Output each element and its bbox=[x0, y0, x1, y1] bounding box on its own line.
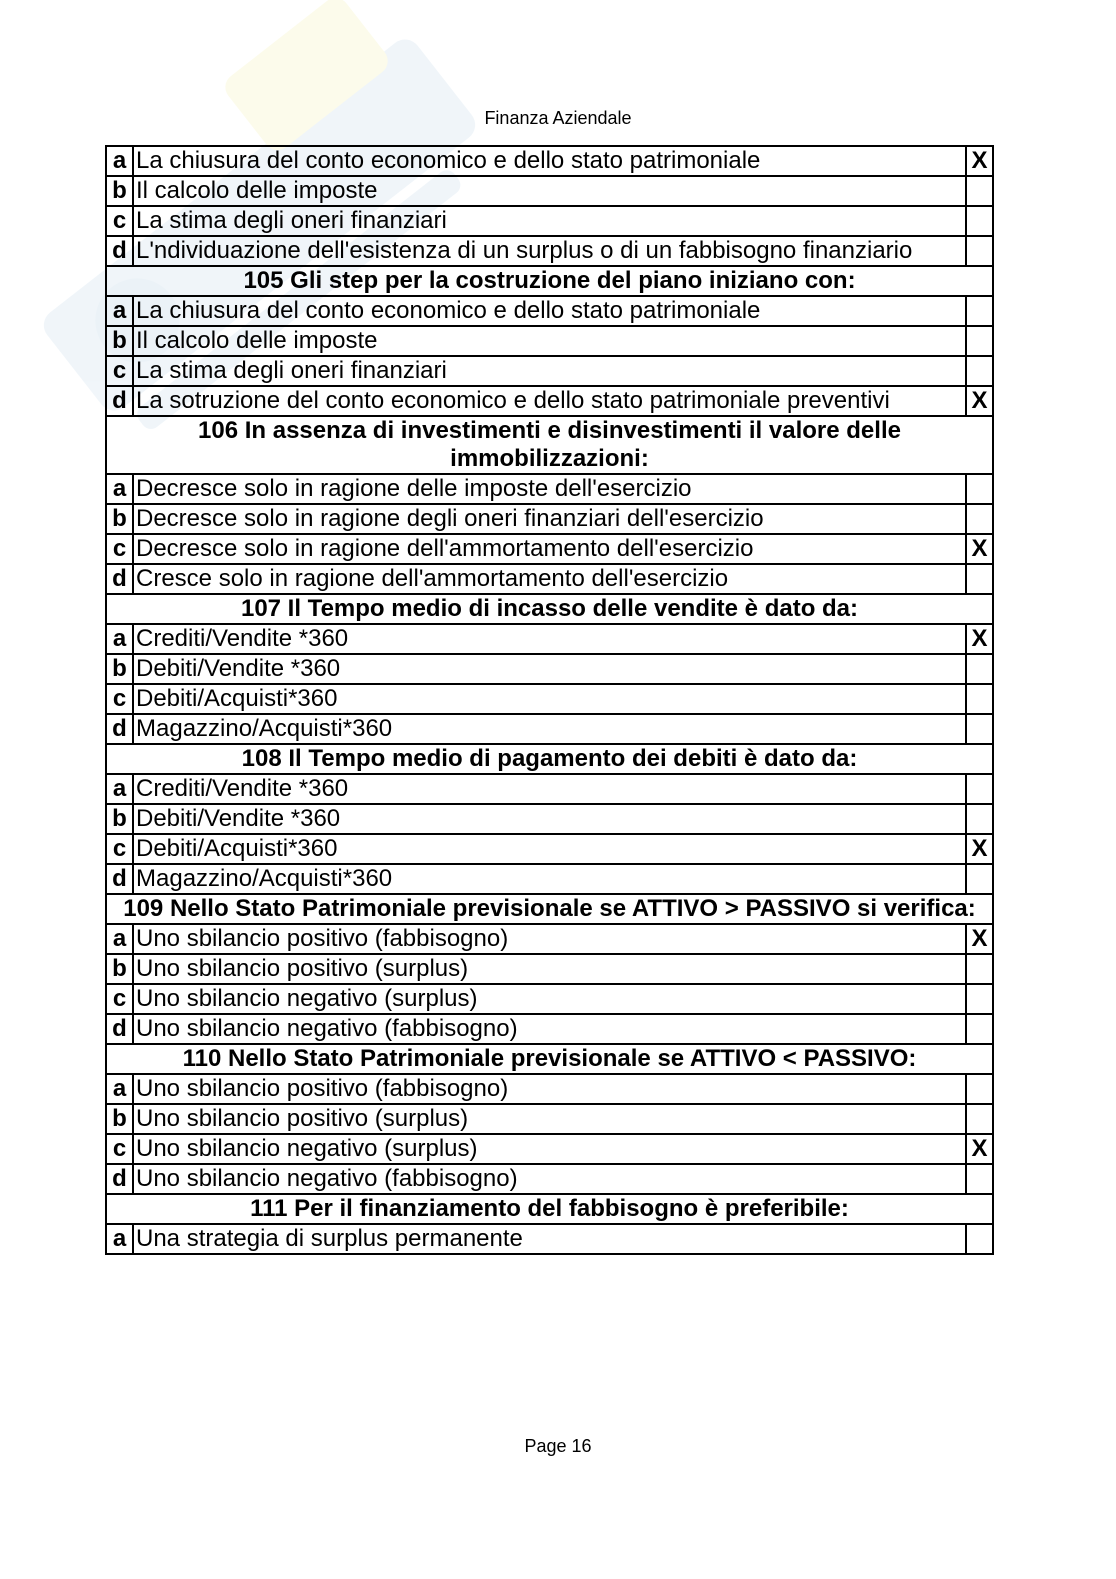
answer-row bbox=[106, 1134, 993, 1164]
answer-row bbox=[106, 954, 993, 984]
answer-text: Decresce solo in ragione dell'ammortamento dell'esercizio bbox=[133, 534, 966, 564]
answer-row bbox=[106, 804, 993, 834]
answer-mark bbox=[966, 176, 993, 206]
answer-row bbox=[106, 296, 993, 326]
answer-text: Uno sbilancio negativo (surplus) bbox=[133, 984, 966, 1014]
question-text: 109 Nello Stato Patrimoniale previsionale se ATTIVO > PASSIVO si verifica: bbox=[106, 894, 993, 924]
answer-letter: c bbox=[106, 684, 133, 714]
answer-text: Uno sbilancio positivo (surplus) bbox=[133, 954, 966, 984]
answer-row bbox=[106, 1014, 993, 1044]
answer-mark: X bbox=[966, 924, 993, 954]
answer-text: L'ndividuazione dell'esistenza di un surplus o di un fabbisogno finanziario bbox=[133, 236, 966, 266]
answer-mark: X bbox=[966, 386, 993, 416]
answer-text: La stima degli oneri finanziari bbox=[133, 206, 966, 236]
answer-mark bbox=[966, 774, 993, 804]
page-number: Page 16 bbox=[524, 1436, 592, 1456]
answer-mark bbox=[966, 684, 993, 714]
answer-text: Decresce solo in ragione degli oneri finanziari dell'esercizio bbox=[133, 504, 966, 534]
answer-row bbox=[106, 1074, 993, 1104]
answer-mark bbox=[966, 564, 993, 594]
answer-row bbox=[106, 564, 993, 594]
answer-mark bbox=[966, 236, 993, 266]
answer-letter: d bbox=[106, 1164, 133, 1194]
question-text: 105 Gli step per la costruzione del piano iniziano con: bbox=[106, 266, 993, 296]
answer-row bbox=[106, 146, 993, 176]
answer-mark bbox=[966, 474, 993, 504]
answer-row bbox=[106, 474, 993, 504]
answer-text: La stima degli oneri finanziari bbox=[133, 356, 966, 386]
answer-row bbox=[106, 624, 993, 654]
answer-row bbox=[106, 386, 993, 416]
answer-text: Decresce solo in ragione delle imposte dell'esercizio bbox=[133, 474, 966, 504]
question-text: 111 Per il finanziamento del fabbisogno è preferibile: bbox=[106, 1194, 993, 1224]
answer-row bbox=[106, 684, 993, 714]
answer-mark bbox=[966, 206, 993, 236]
answer-mark bbox=[966, 1164, 993, 1194]
answer-letter: b bbox=[106, 176, 133, 206]
answer-letter: a bbox=[106, 474, 133, 504]
answer-mark bbox=[966, 296, 993, 326]
answer-mark bbox=[966, 1104, 993, 1134]
question-row bbox=[106, 894, 993, 924]
answer-row bbox=[106, 326, 993, 356]
answer-mark bbox=[966, 804, 993, 834]
answer-row bbox=[106, 356, 993, 386]
answer-text: La chiusura del conto economico e dello stato patrimoniale bbox=[133, 296, 966, 326]
answer-text: Magazzino/Acquisti*360 bbox=[133, 864, 966, 894]
answer-mark bbox=[966, 864, 993, 894]
answer-text: La sotruzione del conto economico e dello stato patrimoniale preventivi bbox=[133, 386, 966, 416]
answer-row bbox=[106, 176, 993, 206]
answer-mark bbox=[966, 1014, 993, 1044]
answer-letter: c bbox=[106, 834, 133, 864]
question-row bbox=[106, 266, 993, 296]
answer-row bbox=[106, 1224, 993, 1254]
answer-letter: d bbox=[106, 386, 133, 416]
answer-letter: c bbox=[106, 356, 133, 386]
answer-row bbox=[106, 236, 993, 266]
answer-text: Uno sbilancio negativo (surplus) bbox=[133, 1134, 966, 1164]
answer-text: Debiti/Acquisti*360 bbox=[133, 684, 966, 714]
answer-mark bbox=[966, 1224, 993, 1254]
answer-row bbox=[106, 714, 993, 744]
answer-text: Crediti/Vendite *360 bbox=[133, 774, 966, 804]
question-text: 106 In assenza di investimenti e disinvestimenti il valore delle immobilizzazioni: bbox=[106, 416, 993, 474]
answer-mark: X bbox=[966, 834, 993, 864]
question-row bbox=[106, 744, 993, 774]
question-row bbox=[106, 1044, 993, 1074]
answer-text: Uno sbilancio negativo (fabbisogno) bbox=[133, 1164, 966, 1194]
answer-row bbox=[106, 984, 993, 1014]
answer-mark: X bbox=[966, 1134, 993, 1164]
answer-letter: b bbox=[106, 954, 133, 984]
answer-row bbox=[106, 504, 993, 534]
answer-text: Cresce solo in ragione dell'ammortamento dell'esercizio bbox=[133, 564, 966, 594]
answer-letter: a bbox=[106, 1074, 133, 1104]
answer-row bbox=[106, 534, 993, 564]
answer-mark: X bbox=[966, 624, 993, 654]
question-text: 107 Il Tempo medio di incasso delle vendite è dato da: bbox=[106, 594, 993, 624]
answer-text: Il calcolo delle imposte bbox=[133, 176, 966, 206]
answer-mark bbox=[966, 654, 993, 684]
answer-mark bbox=[966, 954, 993, 984]
answer-row bbox=[106, 774, 993, 804]
answer-text: Una strategia di surplus permanente bbox=[133, 1224, 966, 1254]
answer-letter: d bbox=[106, 864, 133, 894]
answer-letter: a bbox=[106, 296, 133, 326]
answer-mark bbox=[966, 504, 993, 534]
answer-text: Uno sbilancio negativo (fabbisogno) bbox=[133, 1014, 966, 1044]
answer-row bbox=[106, 864, 993, 894]
answer-letter: a bbox=[106, 624, 133, 654]
answer-letter: d bbox=[106, 564, 133, 594]
answer-text: Debiti/Vendite *360 bbox=[133, 654, 966, 684]
answer-text: Uno sbilancio positivo (fabbisogno) bbox=[133, 924, 966, 954]
answer-letter: b bbox=[106, 654, 133, 684]
answer-text: Debiti/Acquisti*360 bbox=[133, 834, 966, 864]
answer-mark bbox=[966, 356, 993, 386]
page-header-title: Finanza Aziendale bbox=[484, 108, 632, 128]
answer-mark: X bbox=[966, 146, 993, 176]
answer-letter: a bbox=[106, 924, 133, 954]
answer-row bbox=[106, 1164, 993, 1194]
answer-letter: a bbox=[106, 1224, 133, 1254]
answer-text: Uno sbilancio positivo (fabbisogno) bbox=[133, 1074, 966, 1104]
question-row bbox=[106, 594, 993, 624]
answer-mark bbox=[966, 1074, 993, 1104]
answer-text: La chiusura del conto economico e dello stato patrimoniale bbox=[133, 146, 966, 176]
quiz-table bbox=[105, 145, 994, 1255]
question-text: 110 Nello Stato Patrimoniale previsionale se ATTIVO < PASSIVO: bbox=[106, 1044, 993, 1074]
answer-letter: d bbox=[106, 714, 133, 744]
answer-letter: c bbox=[106, 534, 133, 564]
answer-letter: c bbox=[106, 984, 133, 1014]
answer-letter: b bbox=[106, 804, 133, 834]
answer-text: Crediti/Vendite *360 bbox=[133, 624, 966, 654]
answer-row bbox=[106, 924, 993, 954]
answer-text: Il calcolo delle imposte bbox=[133, 326, 966, 356]
answer-letter: d bbox=[106, 236, 133, 266]
question-text: 108 Il Tempo medio di pagamento dei debiti è dato da: bbox=[106, 744, 993, 774]
answer-letter: b bbox=[106, 326, 133, 356]
question-row bbox=[106, 416, 993, 474]
answer-letter: b bbox=[106, 504, 133, 534]
question-row bbox=[106, 1194, 993, 1224]
answer-letter: d bbox=[106, 1014, 133, 1044]
answer-mark bbox=[966, 984, 993, 1014]
answer-letter: a bbox=[106, 774, 133, 804]
answer-mark: X bbox=[966, 534, 993, 564]
answer-text: Magazzino/Acquisti*360 bbox=[133, 714, 966, 744]
answer-text: Uno sbilancio positivo (surplus) bbox=[133, 1104, 966, 1134]
answer-mark bbox=[966, 714, 993, 744]
answer-text: Debiti/Vendite *360 bbox=[133, 804, 966, 834]
answer-letter: c bbox=[106, 1134, 133, 1164]
answer-row bbox=[106, 1104, 993, 1134]
answer-row bbox=[106, 834, 993, 864]
answer-row bbox=[106, 654, 993, 684]
answer-row bbox=[106, 206, 993, 236]
answer-letter: c bbox=[106, 206, 133, 236]
answer-letter: a bbox=[106, 146, 133, 176]
answer-letter: b bbox=[106, 1104, 133, 1134]
answer-mark bbox=[966, 326, 993, 356]
